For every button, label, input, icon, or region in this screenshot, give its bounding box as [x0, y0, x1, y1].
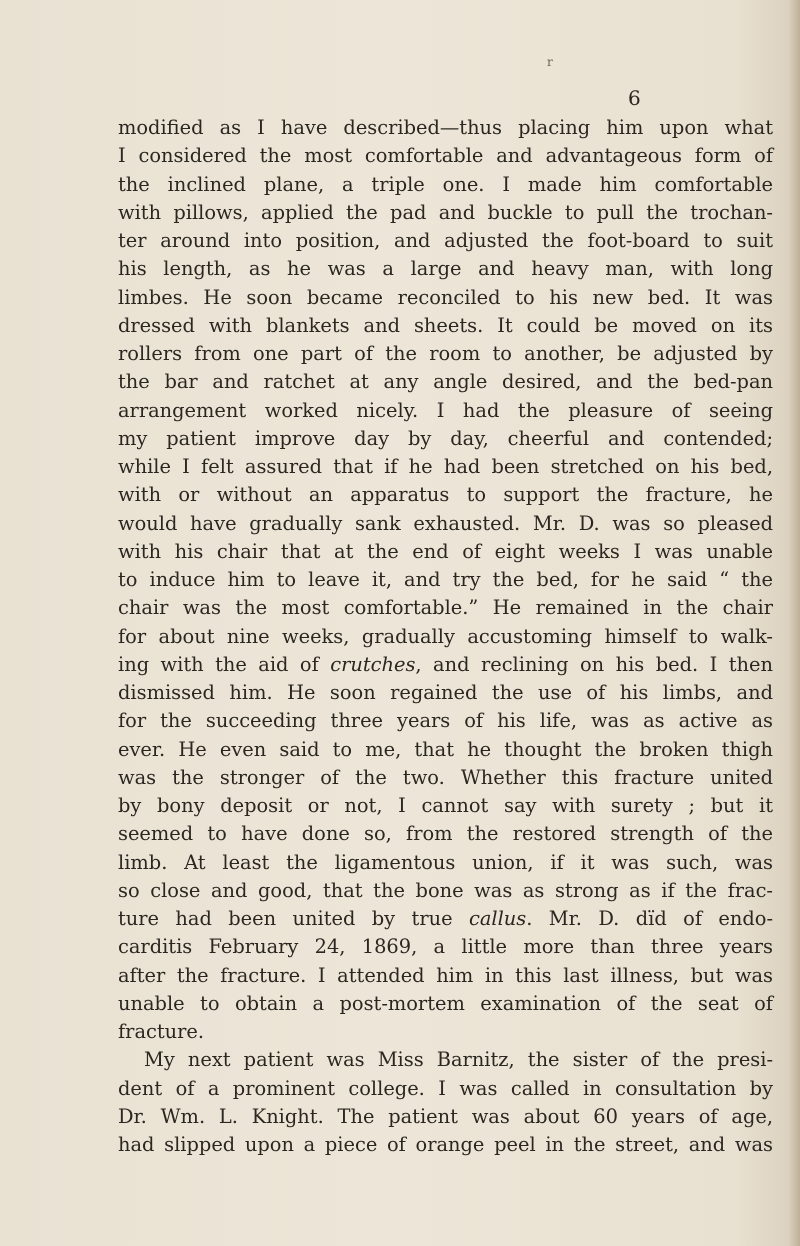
text-line: I considered the most comfortable and advantageous form of [118, 144, 773, 168]
text-line: seemed to have done so, from the restored strength of the [118, 822, 773, 846]
text-line: fracture. [118, 1020, 205, 1043]
text-line: had slipped upon a piece of orange peel in the street, and was [118, 1133, 773, 1156]
text-line: his length, as he was a large and heavy man, with long [118, 257, 773, 281]
italic-term: crutches [330, 652, 416, 676]
text-line: my patient improve day by day, cheerful and contended; [118, 426, 773, 450]
text-line: was the stronger of the two. Whether this fracture united [118, 765, 773, 789]
text-line: while I felt assured that if he had been stretched on his bed, [118, 455, 773, 478]
text-line [118, 905, 773, 933]
text-line: to induce him to leave it, and try the bed, for he said “ the [118, 568, 773, 591]
text-line: unable to obtain a post-mortem examination of the seat of [118, 991, 773, 1015]
text-line: the bar and ratchet at any angle desired, and the bed-pan [118, 370, 773, 394]
text-line: with pillows, applied the pad and buckle to pull the trochan- [118, 200, 773, 224]
text-segment: ture had been united by true [118, 907, 469, 930]
text-segment: . Mr. D. dïd of endo- [526, 907, 773, 930]
text-line: rollers from one part of the room to another, be adjusted by [118, 342, 773, 365]
text-line: for the succeeding three years of his life, was as active as [118, 709, 773, 733]
text-line: dressed with blankets and sheets. It could be moved on its [118, 313, 773, 337]
text-line: with or without an apparatus to support the fracture, he [118, 483, 773, 507]
text-line: ever. He even said to me, that he thought the broken thigh [118, 737, 773, 761]
italic-term: callus [468, 907, 527, 930]
text-line: for about nine weeks, gradually accustoming himself to walk- [118, 624, 773, 648]
text-line: arrangement worked nicely. I had the pleasure of seeing [118, 398, 773, 422]
print-speck: r [547, 55, 553, 69]
text-segment: ing with the aid of [118, 652, 331, 676]
text-line: chair was the most comfortable.” He remained in the chair [118, 596, 773, 620]
text-segment: , and reclining on his bed. I then [415, 652, 773, 676]
text-line: dent of a prominent college. I was called in consultation by [118, 1076, 773, 1100]
text-line: ter around into position, and adjusted the foot-board to suit [118, 229, 773, 252]
text-line: Dr. Wm. L. Knight. The patient was about 60 years of age, [118, 1104, 773, 1128]
text-line: limb. At least the ligamentous union, if it was such, was [118, 850, 773, 874]
text-line: by bony deposit or not, I cannot say with surety ; but it [118, 794, 773, 817]
text-line: after the fracture. I attended him in this last illness, but was [118, 963, 773, 987]
page-number: 6 [628, 86, 642, 110]
text-line: My next patient was Miss Barnitz, the sister of the presi- [144, 1048, 773, 1072]
text-line: would have gradually sank exhausted. Mr. D. was so pleased [118, 511, 773, 535]
text-line: modified as I have described—thus placing him upon what [118, 116, 773, 139]
text-line: dismissed him. He soon regained the use of his limbs, and [118, 681, 773, 704]
body-text [118, 114, 773, 1159]
text-line [118, 651, 773, 679]
text-line: so close and good, that the bone was as strong as if the frac- [118, 878, 773, 902]
text-line: limbes. He soon became reconciled to his new bed. It was [118, 285, 773, 309]
text-line: with his chair that at the end of eight weeks I was unable [118, 539, 773, 563]
text-line: the inclined plane, a triple one. I made him comfortable [118, 172, 773, 196]
text-line: carditis February 24, 1869, a little more than three years [118, 935, 773, 959]
page-edge-shadow [788, 0, 800, 1246]
